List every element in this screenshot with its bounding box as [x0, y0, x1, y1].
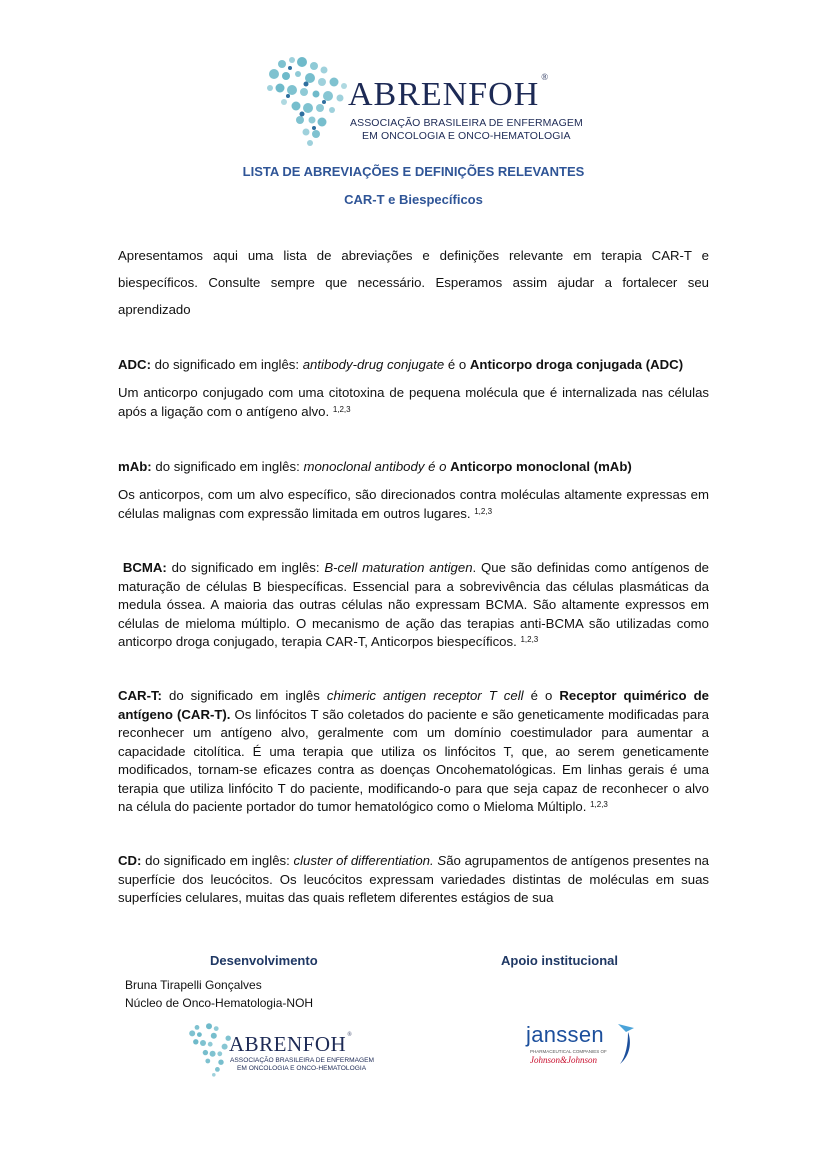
cart-definition-text: Os linfócitos T são coletados do paciente e são geneticamente modificadas para reconhecer um antígeno alvo, geralmente com um domínio coestimulador para aumentar a capacidade citolítica. É uma terapia que utiliza os linfócitos T, que, ao serem geneticamente modificados, tornam-se eficazes contra as doenças Oncohematológicas. Em linhas gerais é uma terapia que utiliza linfócito T do paciente, modificando-o para que seja capaz de reconhecer o alvo na célula do paciente portador do tumor hematológico como o Mieloma Múltiplo.	[118, 706, 709, 814]
adc-english: antibody-drug conjugate	[302, 357, 445, 372]
adc-heading	[118, 356, 709, 375]
brazil-map-icon	[262, 52, 352, 148]
footer-logo-line1: ASSOCIAÇÃO BRASILEIRA DE ENFERMAGEM	[230, 1057, 374, 1064]
cart-connector: é o	[523, 688, 560, 703]
abrenfoh-footer-logo	[185, 1020, 374, 1078]
footer-logo-brand: ABRENFOH®	[229, 1032, 353, 1056]
cd-term: CD:	[118, 853, 142, 868]
mab-pt-name: Anticorpo monoclonal (mAb)	[450, 459, 632, 474]
adc-refs: 1,2,3	[332, 404, 351, 414]
adc-connector: é o	[444, 357, 470, 372]
bcma-entry	[118, 559, 709, 652]
mab-english: monoclonal antibody é o	[303, 459, 447, 474]
document-title: LISTA DE ABREVIAÇÕES E DEFINIÇÕES RELEVANTES	[242, 164, 585, 179]
mab-heading	[118, 458, 709, 477]
mab-refs: 1,2,3	[474, 506, 493, 516]
cart-english: chimeric antigen receptor T cell	[326, 688, 524, 703]
bcma-lead: do significado em inglês:	[166, 560, 325, 575]
mab-term: mAb:	[118, 459, 152, 474]
adc-term: ADC:	[118, 357, 151, 372]
cart-lead: do significado em inglês	[161, 688, 327, 703]
janssen-tagline: PHARMACEUTICAL COMPANIES OF	[530, 1049, 607, 1054]
johnson-and-johnson-wordmark: Johnson&Johnson	[530, 1055, 597, 1065]
logo-brand-text: ABRENFOH ®	[348, 72, 550, 113]
document-subtitle: CAR-T e Biespecíficos	[344, 192, 483, 207]
author-organization: Núcleo de Onco-Hematologia-NOH	[125, 996, 314, 1010]
bcma-term: BCMA:	[122, 560, 167, 575]
cart-term: CAR-T:	[118, 688, 162, 703]
bcma-refs: 1,2,3	[520, 635, 539, 644]
logo-subtitle-line1: ASSOCIAÇÃO BRASILEIRA DE ENFERMAGEM	[350, 117, 583, 129]
mab-lead: do significado em inglês:	[151, 459, 304, 474]
footer-logo-line2: EM ONCOLOGIA E ONCO-HEMATOLOGIA	[237, 1065, 367, 1072]
adc-lead: do significado em inglês:	[150, 357, 303, 372]
cd-entry	[118, 852, 709, 908]
logo-subtitle-line2: EM ONCOLOGIA E ONCO-HEMATOLOGIA	[362, 130, 571, 142]
bcma-definition-text: . Que são definidas como antígenos de maturação de células B biespecíficas. Essencial para a sobrevivência das células plasmáticas da medula óssea. A maioria das outras células não expressam BCMA. São altamente expressos em células de mieloma múltiplo. O mecanismo de ação das terapias anti-BCMA são utilizadas como anticorpo droga conjugado, terapia CAR-T, Anticorpos biespecíficos.	[118, 560, 709, 649]
cd-lead: do significado em inglês:	[141, 853, 294, 868]
cd-english: cluster of differentiation. S	[293, 853, 447, 868]
adc-definition	[118, 384, 709, 421]
mab-definition-text: Os anticorpos, com um alvo específico, são direcionados contra moléculas altamente expressas em células malignas com expressão limitada em outros lugares.	[118, 487, 709, 521]
janssen-wordmark: janssen	[526, 1022, 604, 1047]
institutional-support-heading: Apoio institucional	[501, 953, 618, 968]
janssen-logo	[524, 1020, 644, 1072]
development-heading: Desenvolvimento	[210, 953, 318, 968]
cart-refs: 1,2,3	[590, 800, 608, 809]
cd-definition-text: ão agrupamentos de antígenos presentes na superfície dos leucócitos. Os leucócitos expressam variedades distintas de moléculas em suas superfícies celulares, muitas das quais refletem diferentes estágios de sua	[118, 853, 710, 905]
abrenfoh-logo	[262, 52, 583, 148]
intro-paragraph: Apresentamos aqui uma lista de abreviações e definições relevante em terapia CAR-T e biespecíficos. Consulte sempre que necessário. Esperamos assim ajudar a fortalecer seu aprendizado	[118, 248, 709, 317]
adc-definition-text: Um anticorpo conjugado com uma citotoxina de pequena molécula que é internalizada nas células após a ligação com o antígeno alvo.	[118, 385, 709, 419]
cart-pt-name: Receptor quimérico de antígeno (CAR-T).	[118, 688, 709, 722]
author-name: Bruna Tirapelli Gonçalves	[125, 978, 262, 992]
adc-pt-name: Anticorpo droga conjugada (ADC)	[469, 357, 684, 372]
bcma-english: B-cell maturation antigen	[324, 560, 473, 575]
cart-entry	[118, 687, 709, 817]
mab-definition	[118, 486, 709, 523]
janssen-swoosh-icon	[616, 1022, 638, 1068]
